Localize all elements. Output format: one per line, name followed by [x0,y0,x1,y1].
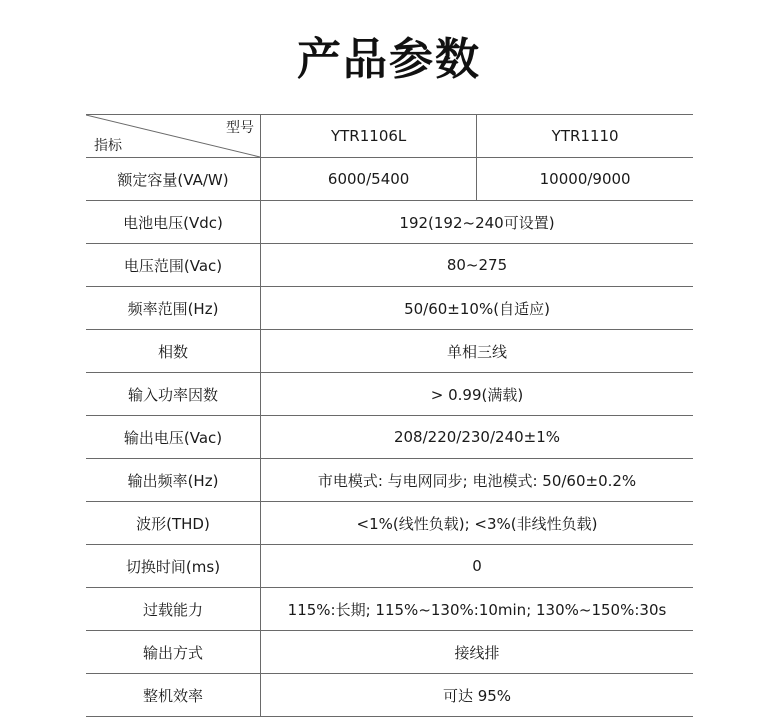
row-value: 单相三线 [261,330,694,373]
corner-header-cell [86,115,261,158]
row-label: 整机效率 [86,674,261,717]
row-label: 电池电压(Vdc) [86,201,261,244]
row-value: 接线排 [261,631,694,674]
row-label: 切换时间(ms) [86,545,261,588]
row-label: 输出方式 [86,631,261,674]
corner-indicator-label: 指标 [94,138,122,154]
table-row [86,588,693,631]
row-value: <1%(线性负载); <3%(非线性负载) [261,502,694,545]
table-row [86,201,693,244]
table-row [86,545,693,588]
row-label: 频率范围(Hz) [86,287,261,330]
row-label: 波形(THD) [86,502,261,545]
table-row [86,631,693,674]
table-row [86,502,693,545]
model-header-ytr1110: YTR1110 [477,115,693,158]
row-label: 电压范围(Vac) [86,244,261,287]
row-value: 115%:长期; 115%~130%:10min; 130%~150%:30s [261,588,694,631]
row-label: 输出电压(Vac) [86,416,261,459]
table-row [86,416,693,459]
row-value: 80~275 [261,244,694,287]
table-row [86,373,693,416]
table-row [86,459,693,502]
row-value-model-1: 6000/5400 [261,158,477,201]
table-row [86,158,693,201]
row-label: 额定容量(VA/W) [86,158,261,201]
row-value: 可达 95% [261,674,694,717]
row-value-model-2: 10000/9000 [477,158,693,201]
row-value: > 0.99(满载) [261,373,694,416]
row-value: 50/60±10%(自适应) [261,287,694,330]
row-label: 输出频率(Hz) [86,459,261,502]
model-header-ytr1106l: YTR1106L [261,115,477,158]
table-header-row [86,115,693,158]
row-value: 0 [261,545,694,588]
row-label: 输入功率因数 [86,373,261,416]
row-label: 相数 [86,330,261,373]
spec-table [86,114,693,717]
page-title: 产品参数 [297,34,481,85]
row-value: 192(192~240可设置) [261,201,694,244]
row-label: 过载能力 [86,588,261,631]
corner-header [86,115,260,157]
corner-model-label: 型号 [226,120,254,136]
table-row [86,674,693,717]
table-row [86,244,693,287]
row-value: 市电模式: 与电网同步; 电池模式: 50/60±0.2% [261,459,694,502]
row-value: 208/220/230/240±1% [261,416,694,459]
table-row [86,287,693,330]
table-row [86,330,693,373]
